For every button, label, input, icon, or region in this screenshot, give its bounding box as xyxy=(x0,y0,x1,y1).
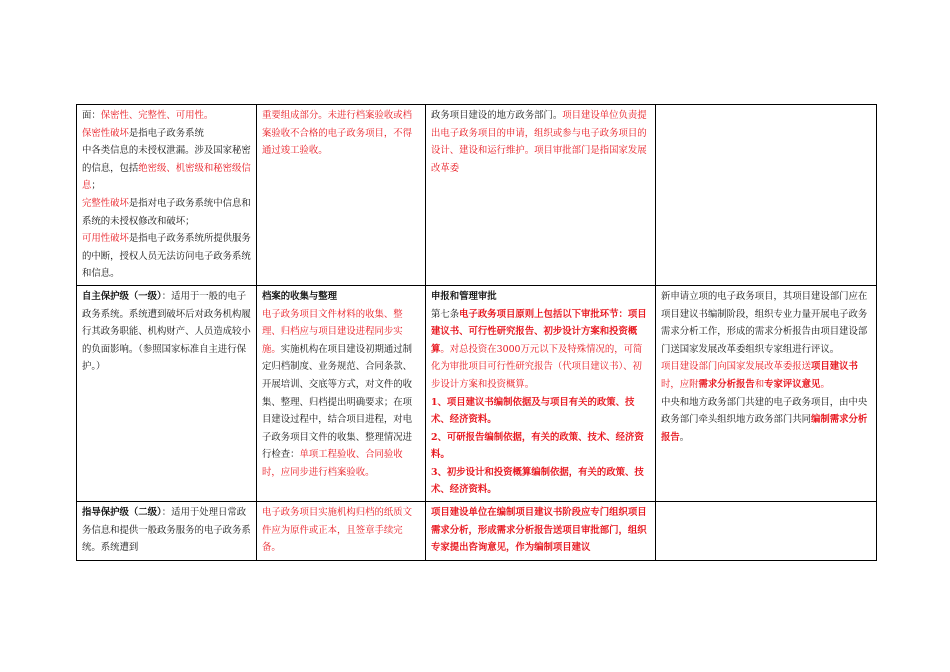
text: 是指电子政务系统所提供服务的中断，授权人员无法访问电子政务系统和信息。 xyxy=(82,233,251,280)
highlight-text: 对总投资在3000万元以下及特殊情况的，可简化为审批项目可行性研究报告（代项目建议书）、初步设计方案和投资概算。 xyxy=(431,343,643,390)
highlight-text: 电子政务项目文件材料的收集、整理、归档应与项目建设进程同步实施。 xyxy=(262,308,403,355)
text: ：适用于一般的电子政务系统。系统遭到破坏后对政务机构履行其政务职能、机构财产、人员造成较小的负面影响。（参照国家标准自主进行保护。） xyxy=(82,290,251,373)
text: 中各类信息的未授权泄漏。涉及国家秘密的信息，包括 xyxy=(82,145,251,174)
highlight-text: 完整性破坏 xyxy=(82,197,129,209)
highlight-text: 需求分析报告 xyxy=(698,378,755,390)
security-aspects-cell xyxy=(77,105,257,286)
approval-cell xyxy=(426,285,656,501)
text: 实施机构在项目建设初期通过制定归档制度、业务规范、合同条款、开展培训、交底等方式，对文件的收集、整理、归档提出明确要求；在项目建设过程中，结合项目进程，对电子政务项目文件的收集、整理情况进行检查： xyxy=(262,343,413,461)
highlight-text: 项目建设单位负责提出电子政务项目的申请，组织或参与电子政务项目的设计、建设和运行维护。项目审批部门是指国家发展改革委 xyxy=(431,110,647,174)
highlight-text: 电子政务项目原则上包括以下审批环节： xyxy=(459,308,628,320)
text: 面： xyxy=(82,110,101,121)
list-item: 3、初步设计和投资概算编制依据，有关的政策、技术、经济资料。 xyxy=(431,466,644,496)
text: 政务项目建设的地方政务部门。 xyxy=(431,110,563,121)
text: 是指电子政务系统 xyxy=(128,127,204,139)
empty-cell xyxy=(656,105,877,286)
archive-acceptance-cell xyxy=(257,105,426,286)
section-heading: 档案的收集与整理 xyxy=(262,290,338,302)
highlight-text: 电子政务项目实施机构归档的纸质文件应为原件或正本，且签章手续完备。 xyxy=(262,507,413,554)
highlight-text: 。 xyxy=(820,378,830,390)
highlight-text: 绝密级、机密级和秘密级信息 xyxy=(82,162,251,192)
level-heading: 自主保护级（一级） xyxy=(82,290,162,302)
highlight-text: 和 xyxy=(754,378,765,390)
text: 新申请立项的电子政务项目，其项目建设部门应在项目建议书编制阶段，组织专业力量开展电子政务需求分析工作，形成的需求分析报告由项目建设部门送国家发展改革委组织专家组进行评议。 xyxy=(661,290,868,355)
highlight-text: 项目建议书、可行性研究报告、初步设计方案和投资概算 xyxy=(431,308,647,355)
article-number: 第七条 xyxy=(431,308,460,320)
table-row xyxy=(77,502,877,561)
highlight-text: 项目建设部门向国家发展改革委报送 xyxy=(661,361,812,373)
highlight-text: 专家评议意见 xyxy=(764,378,821,390)
level-one-cell xyxy=(77,285,257,501)
highlight-text: 可用性破坏 xyxy=(82,233,129,245)
level-heading: 指导保护级（二级） xyxy=(82,507,162,519)
text: 中央和地方政务部门共建的电子政务项目，由中央政务部门牵头组织地方政务部门共同 xyxy=(661,396,868,426)
highlight-text: 单项工程验收、合同验收时，应同步进行档案验收。 xyxy=(262,449,403,478)
text: ； xyxy=(91,180,101,192)
highlight-text: 项目建议书 xyxy=(811,361,858,373)
text: 。 xyxy=(440,343,450,355)
highlight-text: 编制需求分析报告 xyxy=(661,414,868,443)
list-item: 2、可研报告编制依据，有关的政策、技术、经济资料。 xyxy=(431,431,644,461)
requirements-cell xyxy=(656,285,877,501)
highlight-text: 项目建设单位在编制项目建议书阶段应专门组织项目需求分析，形成需求分析报告送项目审批部门，组织专家提出咨询意见，作为编制项目建议 xyxy=(431,507,647,554)
archive-collection-cell xyxy=(257,285,426,501)
highlight-text: 保密性、完整性、可用性。 xyxy=(100,110,214,121)
needs-analysis-cell xyxy=(426,502,656,561)
text: ：适用于处理日常政务信息和提供一般政务服务的电子政务系统。系统遭到 xyxy=(82,507,251,554)
project-roles-cell xyxy=(426,105,656,286)
list-item: 1、项目建议书编制依据及与项目有关的政策、技术、经济资料。 xyxy=(431,396,635,426)
document-table xyxy=(76,104,877,561)
highlight-text: 时，应附 xyxy=(661,378,699,390)
table-row xyxy=(77,105,877,286)
text: 。 xyxy=(679,431,690,443)
highlight-text: 保密性破坏 xyxy=(82,127,129,139)
text: 是指对电子政务系统中信息和系统的未授权修改和破坏； xyxy=(82,197,251,227)
empty-cell xyxy=(656,502,877,561)
level-two-cell xyxy=(77,502,257,561)
highlight-text: 重要组成部分。未进行档案验收或档案验收不合格的电子政务项目，不得通过竣工验收。 xyxy=(262,110,413,157)
table-row xyxy=(77,285,877,501)
section-heading: 申报和管理审批 xyxy=(431,290,497,302)
paper-archive-cell xyxy=(257,502,426,561)
